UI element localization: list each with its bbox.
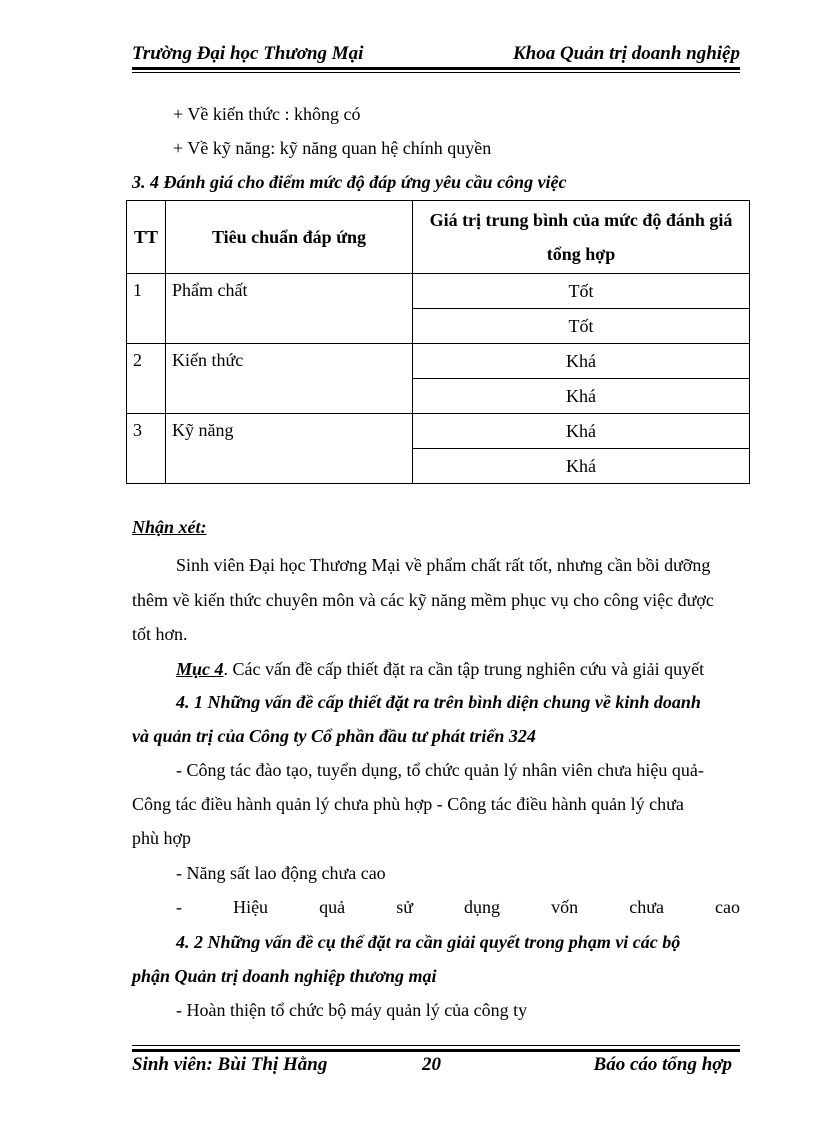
header-school: Trường Đại học Thương Mại bbox=[132, 43, 364, 64]
header-rule-thick bbox=[132, 67, 740, 70]
footer-report: Báo cáo tổng hợp bbox=[593, 1054, 732, 1075]
header-value-line1: Giá trị trung bình của mức độ đánh giá bbox=[429, 210, 733, 230]
table-row bbox=[127, 414, 750, 449]
table-row bbox=[127, 344, 750, 379]
bullet-1-line-2: Công tác điều hành quản lý chưa phù hợp - Công tác điều hành quản lý chưa bbox=[132, 794, 684, 814]
remark-line-1: Sinh viên Đại học Thương Mại về phẩm chất rất tốt, nhưng cần bồi dưỡng bbox=[176, 555, 711, 575]
row-number: 3 bbox=[127, 414, 166, 484]
row-value: Tốt bbox=[413, 309, 750, 344]
row-value: Khá bbox=[413, 414, 750, 449]
row-value: Tốt bbox=[413, 274, 750, 309]
row-number: 2 bbox=[127, 344, 166, 414]
section-4-1-line-2: và quản trị của Công ty Cổ phần đầu tư phát triển 324 bbox=[132, 726, 536, 746]
row-criteria: Kiến thức bbox=[166, 344, 413, 414]
table-header-row bbox=[127, 201, 750, 274]
bullet-1-line-3: phù hợp bbox=[132, 828, 192, 848]
row-value: Khá bbox=[413, 344, 750, 379]
remark-line-2: thêm về kiến thức chuyên môn và các kỹ năng mềm phục vụ cho công việc được bbox=[132, 590, 714, 610]
section-4-1-line-1: 4. 1 Những vấn đề cấp thiết đặt ra trên bình diện chung về kinh doanh bbox=[176, 692, 701, 712]
evaluation-table bbox=[126, 200, 750, 484]
header-tt: TT bbox=[127, 201, 166, 274]
row-number: 1 bbox=[127, 274, 166, 344]
header-rule-thin bbox=[132, 72, 740, 73]
footer-rule-thick bbox=[132, 1049, 740, 1052]
bullet-3: - Hiệu quả sử dụng vốn chưa cao bbox=[176, 897, 740, 917]
header-faculty: Khoa Quản trị doanh nghiệp bbox=[512, 43, 740, 64]
section-3-4-title: 3. 4 Đánh giá cho điểm mức độ đáp ứng yêu cầu công việc bbox=[132, 172, 567, 192]
footer-rule-thin bbox=[132, 1045, 740, 1046]
page-number: 20 bbox=[422, 1054, 441, 1075]
row-criteria: Phẩm chất bbox=[166, 274, 413, 344]
row-value: Khá bbox=[413, 449, 750, 484]
section-4-2-line-1: 4. 2 Những vấn đề cụ thể đặt ra cần giải quyết trong phạm vi các bộ bbox=[176, 932, 681, 952]
last-bullet: - Hoàn thiện tổ chức bộ máy quản lý của công ty bbox=[176, 1000, 528, 1020]
header-value bbox=[413, 201, 750, 274]
table-row bbox=[127, 274, 750, 309]
section-4-2-line-2: phận Quản trị doanh nghiệp thương mại bbox=[132, 966, 437, 986]
header-criteria: Tiêu chuẩn đáp ứng bbox=[166, 201, 413, 274]
header-value-line2: tổng hợp bbox=[546, 244, 616, 264]
page-header bbox=[132, 40, 740, 66]
page-footer bbox=[132, 1054, 740, 1080]
row-value: Khá bbox=[413, 379, 750, 414]
intro-knowledge: + Về kiến thức : không có bbox=[173, 104, 361, 124]
row-criteria: Kỹ năng bbox=[166, 414, 413, 484]
bullet-1-line-1: - Công tác đào tạo, tuyển dụng, tổ chức quản lý nhân viên chưa hiệu quả- bbox=[176, 760, 704, 780]
muc4-label: Mục 4 bbox=[176, 659, 224, 679]
muc4-line bbox=[176, 657, 704, 681]
footer-student: Sinh viên: Bùi Thị Hằng bbox=[132, 1054, 328, 1075]
muc4-text: . Các vấn đề cấp thiết đặt ra cần tập trung nghiên cứu và giải quyết bbox=[223, 659, 705, 679]
remark-title: Nhận xét: bbox=[132, 517, 207, 537]
intro-skills: + Về kỹ năng: kỹ năng quan hệ chính quyền bbox=[173, 138, 492, 158]
bullet-2: - Năng sất lao động chưa cao bbox=[176, 863, 386, 883]
remark-line-3: tốt hơn. bbox=[132, 624, 188, 644]
